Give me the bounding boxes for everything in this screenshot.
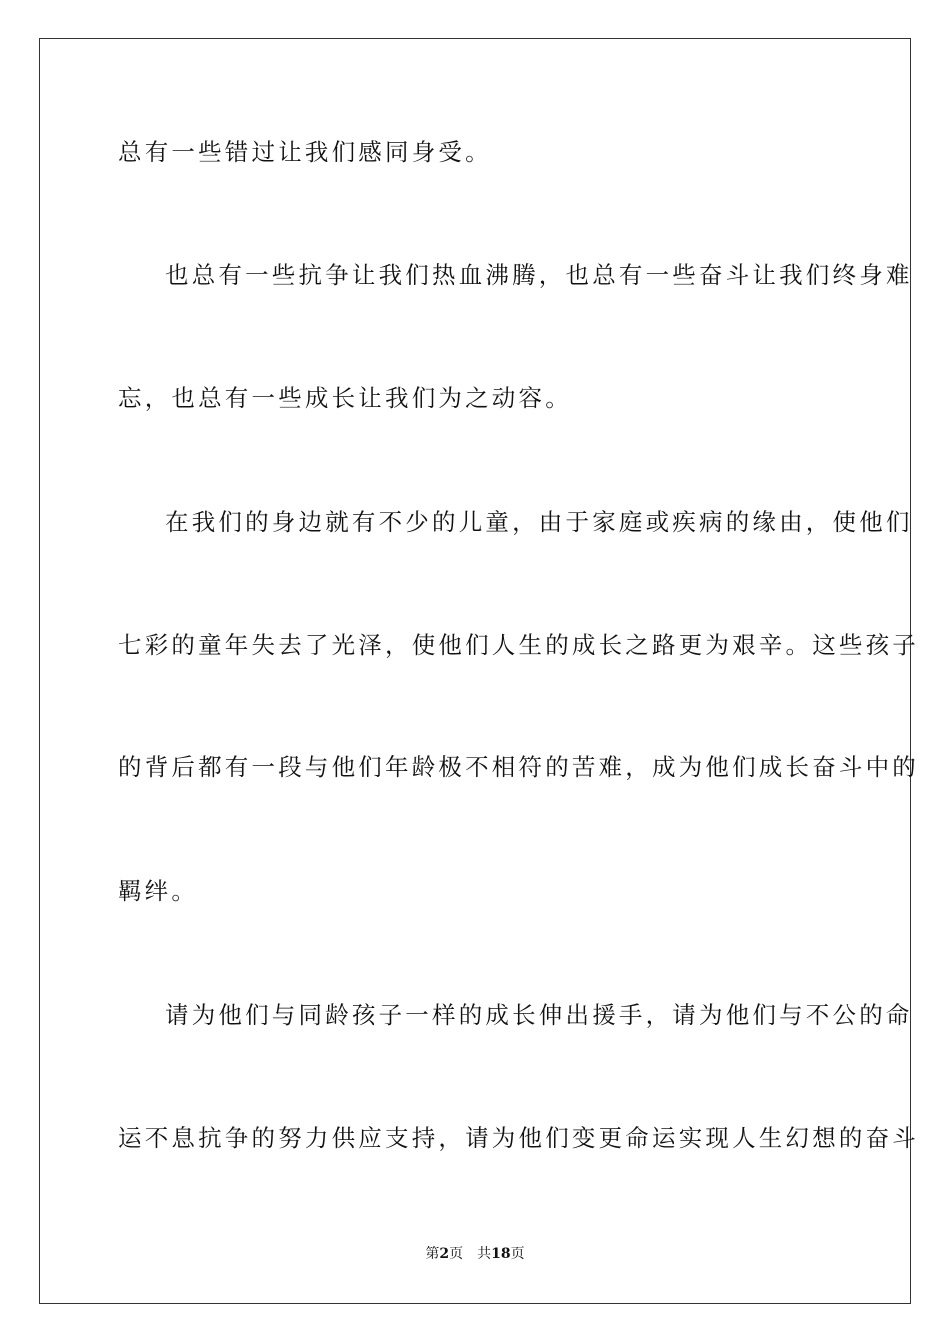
page-border bbox=[39, 38, 919, 1304]
paragraph-line-9: 运不息抗争的努力供应支持，请为他们变更命运实现人生幻想的奋斗 bbox=[118, 1124, 919, 1152]
paragraph-line-8: 请为他们与同龄孩子一样的成长伸出援手，请为他们与不公的命 bbox=[165, 1001, 913, 1029]
footer-page-suffix: 页 bbox=[449, 1246, 464, 1262]
paragraph-line-5: 七彩的童年失去了光泽，使他们人生的成长之路更为艰辛。这些孩子 bbox=[118, 631, 919, 659]
footer-total-number: 18 bbox=[491, 1246, 511, 1262]
paragraph-line-3: 忘，也总有一些成长让我们为之动容。 bbox=[118, 384, 572, 412]
paragraph-line-7: 羁绊。 bbox=[118, 877, 199, 905]
paragraph-line-6: 的背后都有一段与他们年龄极不相符的苦难，成为他们成长奋斗中的 bbox=[118, 753, 919, 781]
footer-page-number: 2 bbox=[439, 1246, 450, 1262]
paragraph-line-1: 总有一些错过让我们感同身受。 bbox=[118, 138, 492, 166]
paragraph-line-2: 也总有一些抗争让我们热血沸腾，也总有一些奋斗让我们终身难 bbox=[165, 261, 913, 289]
footer-total-prefix: 共 bbox=[477, 1246, 492, 1262]
footer-total-suffix: 页 bbox=[510, 1246, 525, 1262]
paragraph-line-4: 在我们的身边就有不少的儿童，由于家庭或疾病的缘由，使他们 bbox=[165, 508, 913, 536]
page-footer bbox=[0, 1245, 950, 1263]
footer-page-prefix: 第 bbox=[425, 1246, 440, 1262]
